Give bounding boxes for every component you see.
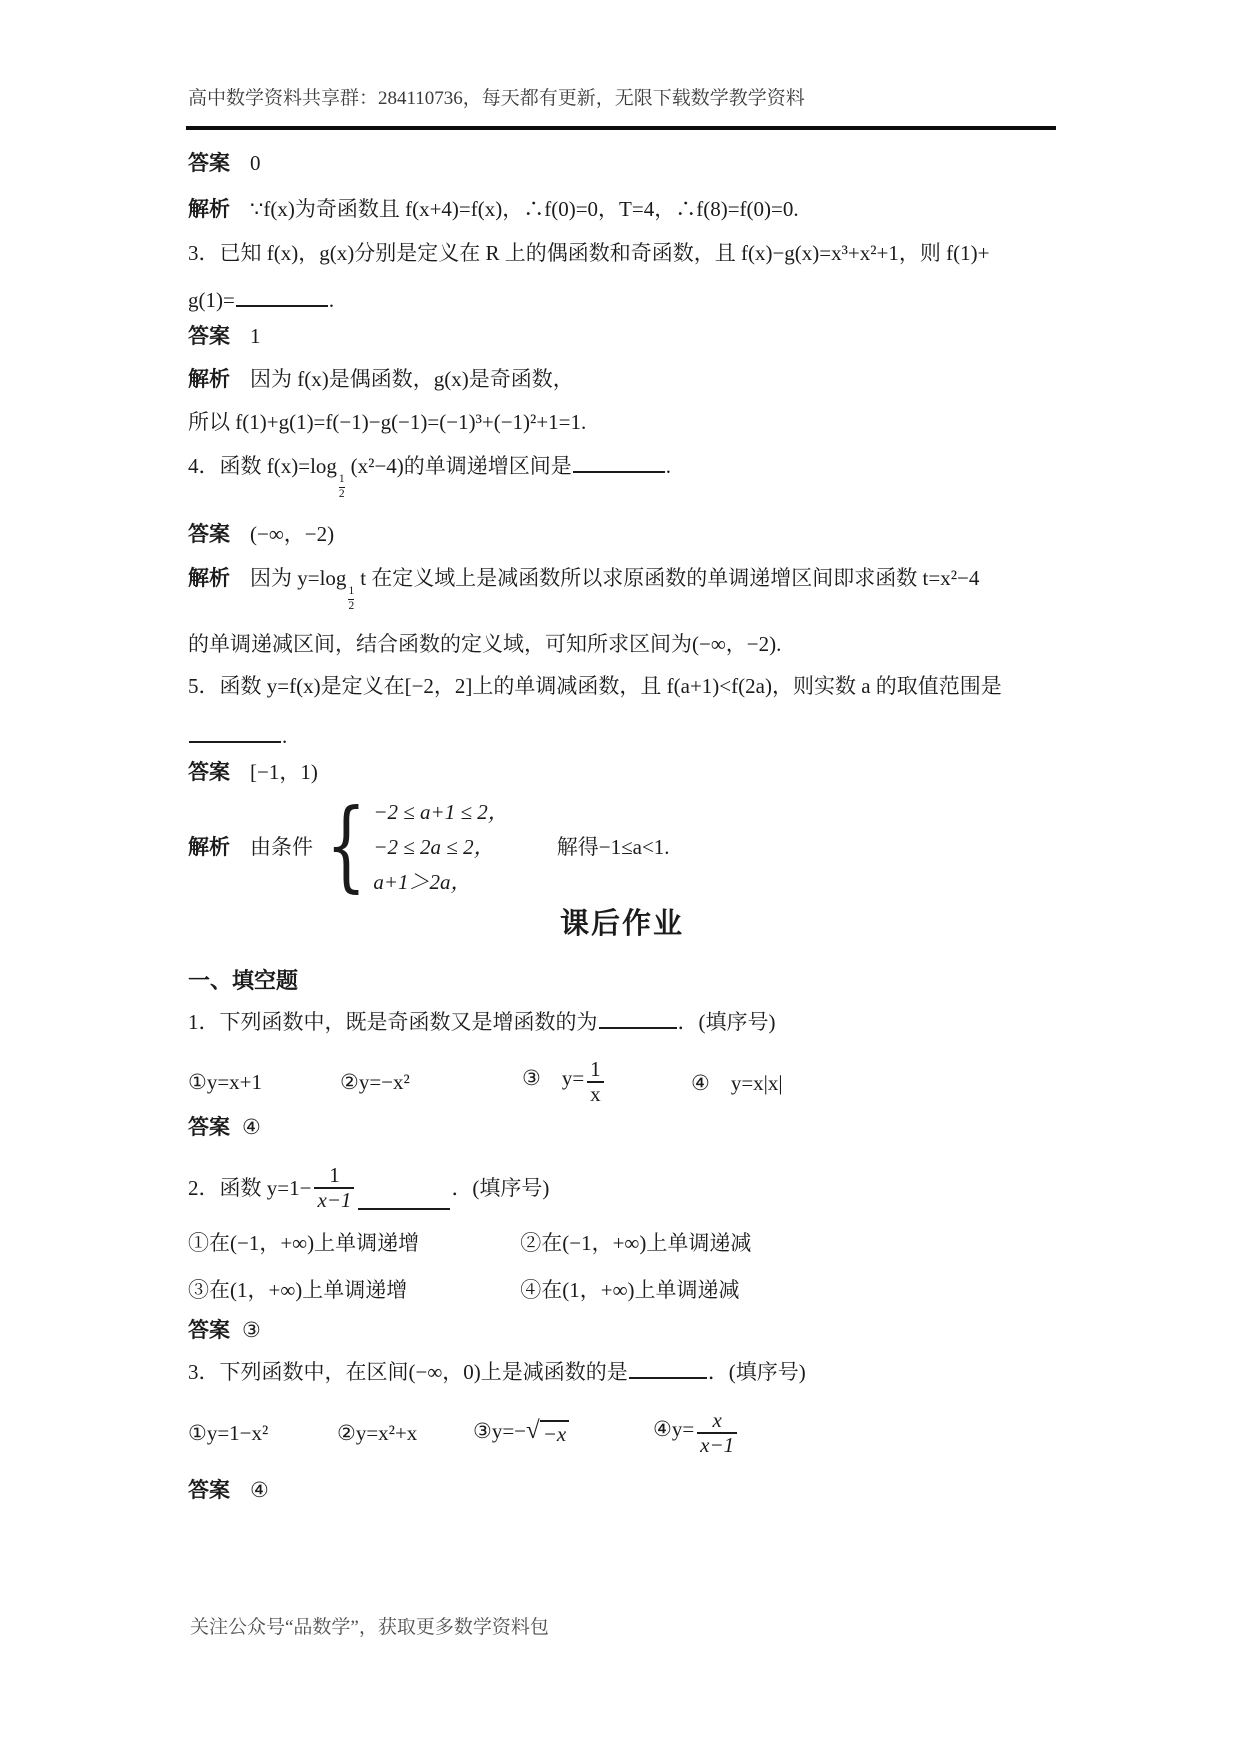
inequality-3: a+1＞2a， — [373, 870, 472, 894]
answer-value-q3: 1 — [250, 324, 261, 348]
analysis-q5-result: 解得−1≤a<1. — [556, 835, 670, 859]
answer-blank-hw1 — [599, 1008, 677, 1029]
hw-q3-option-4 — [653, 1409, 740, 1457]
hw-q3-option-4-pre: ④y= — [653, 1417, 695, 1441]
fraction-numerator: 1 — [348, 585, 355, 598]
page-header-note: 高中数学资料共享群：284110736，每天都有更新，无限下载数学教学资料 — [188, 88, 805, 109]
analysis-label: 解析 — [188, 836, 230, 859]
analysis-q5-pre: 由条件 — [250, 835, 313, 859]
question-4-post: (x²−4)的单调递增区间是 — [350, 454, 572, 478]
fraction-denominator: x−1 — [314, 1187, 354, 1212]
inequality-1: −2 ≤ a+1 ≤ 2， — [373, 800, 509, 824]
hw-question-1 — [188, 1008, 776, 1035]
hw-answer-2-value: ③ — [242, 1318, 261, 1342]
fraction-numerator: 1 — [338, 473, 345, 486]
hw-question-3 — [188, 1358, 806, 1385]
answer-label: 答案 — [188, 523, 230, 546]
section-title-homework: 课后作业 — [559, 908, 684, 940]
question-4-pre: 4．函数 f(x)=log — [188, 454, 337, 478]
hw-q1-options — [188, 1052, 783, 1112]
question-5-line1: 5．函数 y=f(x)是定义在[−2，2]上的单调减函数，且 f(a+1)<f(2a)，则实数 a 的取值范围是 — [188, 674, 1002, 698]
hw-q1-option-3 — [522, 1058, 691, 1106]
analysis-label: 解析 — [188, 567, 230, 590]
hw-answer-1-value: ④ — [242, 1115, 261, 1139]
hw-q1-option-1: ①y=x+1 — [188, 1069, 263, 1094]
answer-blank-hw2 — [358, 1189, 450, 1210]
page-footer-note: 关注公众号“品数学”，获取更多数学资料包 — [190, 1617, 549, 1638]
analysis-line-q4-2: 的单调递减区间，结合函数的定义域，可知所求区间为(−∞，−2). — [188, 632, 782, 656]
hw-q3-options — [188, 1402, 740, 1464]
analysis-line-q3-2: 所以 f(1)+g(1)=f(−1)−g(−1)=(−1)³+(−1)²+1=1. — [188, 410, 587, 434]
fraction-one-over-x — [587, 1058, 604, 1106]
hw-answer-2 — [188, 1317, 261, 1344]
fraction-denominator: 2 — [348, 600, 355, 612]
hw-q3-text: 3．下列函数中，在区间(−∞，0)上是减函数的是 — [188, 1360, 628, 1384]
subsection-fill-in-blanks: 一、填空题 — [188, 968, 299, 993]
answer-line-q4 — [188, 521, 334, 548]
hw-q1-option-2: ②y=−x² — [340, 1069, 410, 1094]
hw-answer-1 — [188, 1114, 261, 1141]
hw-q3-option-1: ①y=1−x² — [188, 1420, 269, 1445]
hw-q2-options-row2 — [188, 1277, 740, 1303]
radicand: −x — [540, 1420, 570, 1447]
hw-q1-option-4: ④ y=x|x| — [691, 1071, 783, 1095]
question-3-line2-dot: . — [328, 288, 335, 312]
answer-label: 答案 — [188, 152, 230, 175]
log-base-fraction — [339, 473, 345, 502]
fraction-denominator: x−1 — [697, 1432, 737, 1457]
analysis-line-q4-1 — [188, 565, 979, 614]
question-3-line2 — [188, 286, 334, 313]
answer-line-q5 — [188, 759, 318, 786]
fraction-x-over-x-minus-1 — [697, 1409, 737, 1457]
hw-q1-tail: ．(填序号) — [677, 1010, 776, 1034]
inequality-system — [373, 796, 508, 896]
hw-q3-tail: ．(填序号) — [707, 1360, 806, 1384]
answer-label: 答案 — [188, 761, 230, 784]
question-5-line2 — [188, 722, 287, 749]
hw-answer-3-value: ④ — [250, 1478, 269, 1502]
radical-sign: √ — [526, 1417, 540, 1444]
fraction-numerator: 1 — [329, 1162, 340, 1187]
answer-value-q4: (−∞，−2) — [250, 522, 335, 546]
hw-q2-option-3: ③在(1，+∞)上单调递增 — [188, 1278, 408, 1302]
question-3-line1: 3．已知 f(x)，g(x)分别是定义在 R 上的偶函数和奇函数，且 f(x)−g(x)=x³+x²+1，则 f(1)+ — [188, 241, 990, 265]
hw-q2-pre: 2．函数 y=1− — [188, 1176, 312, 1200]
answer-value-q2: 0 — [250, 151, 261, 175]
hw-q3-option-2: ②y=x²+x — [337, 1420, 418, 1445]
hw-q2-tail: ．(填序号) — [451, 1176, 550, 1200]
hw-q2-options-row1 — [188, 1230, 751, 1256]
analysis-line-q3-1 — [188, 366, 574, 393]
analysis-label: 解析 — [188, 198, 230, 221]
answer-label: 答案 — [188, 1479, 230, 1502]
inequality-2: −2 ≤ 2a ≤ 2， — [373, 835, 495, 859]
hw-q2-option-4: ④在(1，+∞)上单调递减 — [520, 1278, 740, 1302]
analysis-q4-post: t 在定义域上是减函数所以求原函数的单调递增区间即求函数 t=x²−4 — [360, 566, 980, 590]
log-base-fraction — [348, 585, 354, 614]
fraction-one-over-x-minus-1 — [314, 1164, 354, 1212]
answer-blank-q3 — [236, 286, 328, 307]
hw-q1-option-3-pre: ③ y= — [522, 1066, 585, 1090]
hw-q3-option-3 — [473, 1419, 653, 1447]
answer-line-q2 — [188, 150, 261, 177]
question-3-line2-text: g(1)= — [188, 288, 235, 312]
hw-question-2 — [188, 1160, 549, 1216]
fraction-numerator: x — [712, 1407, 722, 1432]
fraction-denominator: x — [587, 1081, 604, 1106]
hw-q2-option-1: ①在(−1，+∞)上单调递增 — [188, 1231, 420, 1255]
hw-q3-option-3-pre: ③y=− — [473, 1419, 527, 1443]
analysis-line-q5-system — [188, 789, 670, 903]
answer-line-q3 — [188, 323, 261, 350]
header-divider — [186, 126, 1056, 130]
answer-blank-q4 — [573, 452, 665, 473]
analysis-label: 解析 — [188, 368, 230, 391]
left-brace: { — [325, 789, 367, 903]
answer-label: 答案 — [188, 325, 230, 348]
hw-q2-option-2: ②在(−1，+∞)上单调递减 — [520, 1231, 752, 1255]
analysis-text-q2: ∵f(x)为奇函数且 f(x+4)=f(x)，∴f(0)=0，T=4，∴f(8)=f(0)=0. — [250, 197, 799, 221]
fraction-denominator: 2 — [338, 488, 345, 500]
question-5-dot: . — [282, 724, 288, 748]
answer-blank-hw3 — [629, 1358, 707, 1379]
square-root — [526, 1417, 569, 1447]
hw-q1-text: 1．下列函数中，既是奇函数又是增函数的为 — [188, 1010, 598, 1034]
question-4-dot: . — [665, 454, 672, 478]
hw-answer-3 — [188, 1477, 269, 1504]
answer-label: 答案 — [188, 1116, 230, 1139]
answer-blank-q5 — [189, 722, 281, 743]
fraction-numerator: 1 — [590, 1056, 601, 1081]
analysis-line-q2 — [188, 196, 799, 223]
analysis-text-q3-1: 因为 f(x)是偶函数，g(x)是奇函数， — [250, 367, 574, 391]
answer-value-q5: [−1，1) — [250, 760, 318, 784]
question-4-line — [188, 452, 671, 502]
answer-label: 答案 — [188, 1319, 230, 1342]
analysis-q4-pre: 因为 y=log — [250, 566, 347, 590]
